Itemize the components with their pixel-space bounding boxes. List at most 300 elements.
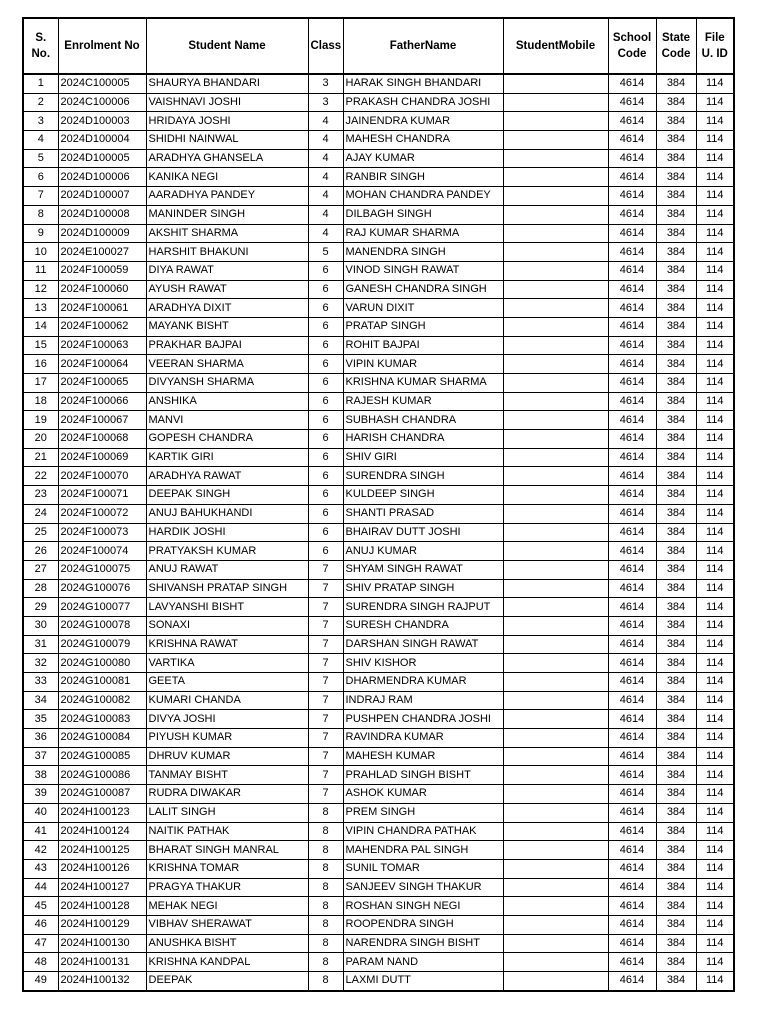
table-row: [23, 616, 734, 635]
cell-student-name: BHARAT SINGH MANRAL: [146, 841, 308, 860]
cell-student-name: HARDIK JOSHI: [146, 523, 308, 542]
cell-student-mobile: [503, 317, 608, 336]
table-row: [23, 635, 734, 654]
cell-enrolment-no: 2024F100064: [58, 355, 146, 374]
cell-state-code: 384: [656, 673, 696, 692]
cell-student-mobile: [503, 691, 608, 710]
table-row: [23, 859, 734, 878]
cell-school-code: 4614: [608, 149, 656, 168]
cell-class: 8: [308, 972, 343, 991]
cell-school-code: 4614: [608, 803, 656, 822]
cell-class: 6: [308, 523, 343, 542]
cell-state-code: 384: [656, 112, 696, 131]
cell-school-code: 4614: [608, 841, 656, 860]
cell-enrolment-no: 2024F100071: [58, 486, 146, 505]
cell-student-name: ARADHYA GHANSELA: [146, 149, 308, 168]
cell-student-mobile: [503, 579, 608, 598]
cell-file-uid: 114: [696, 523, 734, 542]
cell-school-code: 4614: [608, 972, 656, 991]
cell-file-uid: 114: [696, 785, 734, 804]
cell-student-name: SHAURYA BHANDARI: [146, 74, 308, 93]
cell-file-uid: 114: [696, 430, 734, 449]
cell-state-code: 384: [656, 691, 696, 710]
cell-father-name: PUSHPEN CHANDRA JOSHI: [343, 710, 503, 729]
cell-state-code: 384: [656, 149, 696, 168]
table-row: [23, 504, 734, 523]
cell-file-uid: 114: [696, 299, 734, 318]
cell-file-uid: 114: [696, 635, 734, 654]
cell-student-name: DHRUV KUMAR: [146, 747, 308, 766]
cell-enrolment-no: 2024D100005: [58, 149, 146, 168]
cell-sno: 26: [23, 542, 58, 561]
cell-student-name: DIVYANSH SHARMA: [146, 374, 308, 393]
cell-school-code: 4614: [608, 336, 656, 355]
cell-file-uid: 114: [696, 112, 734, 131]
cell-school-code: 4614: [608, 392, 656, 411]
cell-enrolment-no: 2024F100069: [58, 448, 146, 467]
cell-state-code: 384: [656, 729, 696, 748]
cell-file-uid: 114: [696, 934, 734, 953]
cell-father-name: INDRAJ RAM: [343, 691, 503, 710]
cell-student-name: RUDRA DIWAKAR: [146, 785, 308, 804]
cell-file-uid: 114: [696, 953, 734, 972]
table-row: [23, 841, 734, 860]
cell-father-name: KULDEEP SINGH: [343, 486, 503, 505]
cell-student-name: VEERAN SHARMA: [146, 355, 308, 374]
cell-student-name: ANSHIKA: [146, 392, 308, 411]
cell-file-uid: 114: [696, 317, 734, 336]
cell-sno: 48: [23, 953, 58, 972]
cell-sno: 1: [23, 74, 58, 93]
cell-school-code: 4614: [608, 878, 656, 897]
cell-class: 6: [308, 374, 343, 393]
cell-student-mobile: [503, 374, 608, 393]
cell-enrolment-no: 2024F100067: [58, 411, 146, 430]
table-row: [23, 336, 734, 355]
cell-father-name: PRATAP SINGH: [343, 317, 503, 336]
cell-student-name: VARTIKA: [146, 654, 308, 673]
cell-class: 4: [308, 149, 343, 168]
cell-father-name: SHIV GIRI: [343, 448, 503, 467]
cell-school-code: 4614: [608, 616, 656, 635]
cell-enrolment-no: 2024H100124: [58, 822, 146, 841]
cell-school-code: 4614: [608, 317, 656, 336]
cell-student-name: ANUJ BAHUKHANDI: [146, 504, 308, 523]
cell-student-name: DIYA RAWAT: [146, 261, 308, 280]
cell-sno: 45: [23, 897, 58, 916]
cell-student-mobile: [503, 542, 608, 561]
cell-state-code: 384: [656, 131, 696, 150]
cell-student-mobile: [503, 392, 608, 411]
cell-enrolment-no: 2024G100076: [58, 579, 146, 598]
cell-student-name: ANUSHKA BISHT: [146, 934, 308, 953]
table-row: [23, 766, 734, 785]
table-row: [23, 560, 734, 579]
cell-sno: 34: [23, 691, 58, 710]
cell-student-name: SONAXI: [146, 616, 308, 635]
cell-father-name: VARUN DIXIT: [343, 299, 503, 318]
cell-student-name: AYUSH RAWAT: [146, 280, 308, 299]
cell-school-code: 4614: [608, 486, 656, 505]
table-row: [23, 803, 734, 822]
cell-file-uid: 114: [696, 467, 734, 486]
cell-student-mobile: [503, 467, 608, 486]
cell-student-mobile: [503, 168, 608, 187]
cell-student-name: VAISHNAVI JOSHI: [146, 93, 308, 112]
cell-state-code: 384: [656, 486, 696, 505]
cell-file-uid: 114: [696, 486, 734, 505]
cell-file-uid: 114: [696, 747, 734, 766]
cell-class: 4: [308, 187, 343, 206]
cell-father-name: SURENDRA SINGH: [343, 467, 503, 486]
header-file-uid: File U. ID: [696, 18, 734, 74]
cell-enrolment-no: 2024F100062: [58, 317, 146, 336]
cell-state-code: 384: [656, 953, 696, 972]
cell-sno: 44: [23, 878, 58, 897]
cell-state-code: 384: [656, 374, 696, 393]
cell-state-code: 384: [656, 934, 696, 953]
cell-file-uid: 114: [696, 131, 734, 150]
cell-class: 6: [308, 261, 343, 280]
cell-state-code: 384: [656, 336, 696, 355]
cell-class: 7: [308, 785, 343, 804]
cell-state-code: 384: [656, 74, 696, 93]
cell-class: 6: [308, 336, 343, 355]
cell-student-mobile: [503, 710, 608, 729]
cell-file-uid: 114: [696, 841, 734, 860]
cell-school-code: 4614: [608, 299, 656, 318]
cell-father-name: HARAK SINGH BHANDARI: [343, 74, 503, 93]
cell-sno: 7: [23, 187, 58, 206]
cell-student-mobile: [503, 430, 608, 449]
cell-file-uid: 114: [696, 915, 734, 934]
table-row: [23, 785, 734, 804]
cell-student-name: TANMAY BISHT: [146, 766, 308, 785]
cell-class: 8: [308, 822, 343, 841]
cell-student-mobile: [503, 187, 608, 206]
cell-student-mobile: [503, 523, 608, 542]
cell-student-mobile: [503, 841, 608, 860]
cell-school-code: 4614: [608, 168, 656, 187]
cell-enrolment-no: 2024G100085: [58, 747, 146, 766]
cell-student-mobile: [503, 205, 608, 224]
cell-class: 7: [308, 654, 343, 673]
cell-file-uid: 114: [696, 168, 734, 187]
cell-student-mobile: [503, 785, 608, 804]
cell-father-name: DILBAGH SINGH: [343, 205, 503, 224]
cell-class: 6: [308, 542, 343, 561]
cell-father-name: GANESH CHANDRA SINGH: [343, 280, 503, 299]
cell-sno: 19: [23, 411, 58, 430]
cell-file-uid: 114: [696, 766, 734, 785]
cell-student-mobile: [503, 972, 608, 991]
cell-student-name: ANUJ RAWAT: [146, 560, 308, 579]
table-row: [23, 934, 734, 953]
cell-file-uid: 114: [696, 822, 734, 841]
table-row: [23, 729, 734, 748]
cell-enrolment-no: 2024G100087: [58, 785, 146, 804]
cell-student-name: PRAGYA THAKUR: [146, 878, 308, 897]
cell-sno: 39: [23, 785, 58, 804]
cell-sno: 18: [23, 392, 58, 411]
cell-father-name: RAJESH KUMAR: [343, 392, 503, 411]
cell-class: 7: [308, 766, 343, 785]
cell-student-name: DEEPAK: [146, 972, 308, 991]
table-row: [23, 411, 734, 430]
cell-student-name: KANIKA NEGI: [146, 168, 308, 187]
cell-file-uid: 114: [696, 374, 734, 393]
cell-student-mobile: [503, 261, 608, 280]
cell-father-name: VIPIN KUMAR: [343, 355, 503, 374]
header-state-code: State Code: [656, 18, 696, 74]
cell-class: 6: [308, 317, 343, 336]
cell-file-uid: 114: [696, 803, 734, 822]
header-school-code: School Code: [608, 18, 656, 74]
cell-school-code: 4614: [608, 542, 656, 561]
cell-school-code: 4614: [608, 635, 656, 654]
cell-student-mobile: [503, 355, 608, 374]
cell-school-code: 4614: [608, 560, 656, 579]
cell-state-code: 384: [656, 822, 696, 841]
cell-class: 6: [308, 486, 343, 505]
cell-enrolment-no: 2024F100070: [58, 467, 146, 486]
cell-school-code: 4614: [608, 374, 656, 393]
cell-sno: 24: [23, 504, 58, 523]
cell-student-name: LALIT SINGH: [146, 803, 308, 822]
cell-class: 6: [308, 430, 343, 449]
header-row: [23, 18, 734, 74]
cell-file-uid: 114: [696, 261, 734, 280]
cell-enrolment-no: 2024H100129: [58, 915, 146, 934]
table-row: [23, 74, 734, 93]
cell-class: 3: [308, 93, 343, 112]
cell-school-code: 4614: [608, 280, 656, 299]
cell-school-code: 4614: [608, 504, 656, 523]
cell-sno: 27: [23, 560, 58, 579]
cell-file-uid: 114: [696, 972, 734, 991]
cell-student-name: GOPESH CHANDRA: [146, 430, 308, 449]
table-row: [23, 467, 734, 486]
cell-student-name: HARSHIT BHAKUNI: [146, 243, 308, 262]
table-row: [23, 243, 734, 262]
cell-file-uid: 114: [696, 336, 734, 355]
cell-class: 7: [308, 747, 343, 766]
cell-student-mobile: [503, 448, 608, 467]
cell-student-name: GEETA: [146, 673, 308, 692]
cell-school-code: 4614: [608, 261, 656, 280]
cell-enrolment-no: 2024G100084: [58, 729, 146, 748]
cell-state-code: 384: [656, 542, 696, 561]
cell-father-name: AJAY KUMAR: [343, 149, 503, 168]
cell-state-code: 384: [656, 355, 696, 374]
cell-student-mobile: [503, 560, 608, 579]
cell-sno: 43: [23, 859, 58, 878]
cell-student-name: ARADHYA RAWAT: [146, 467, 308, 486]
cell-father-name: ROSHAN SINGH NEGI: [343, 897, 503, 916]
cell-school-code: 4614: [608, 822, 656, 841]
cell-sno: 33: [23, 673, 58, 692]
cell-enrolment-no: 2024H100131: [58, 953, 146, 972]
cell-student-mobile: [503, 149, 608, 168]
cell-enrolment-no: 2024D100003: [58, 112, 146, 131]
table-row: [23, 523, 734, 542]
cell-class: 3: [308, 74, 343, 93]
table-row: [23, 131, 734, 150]
cell-sno: 10: [23, 243, 58, 262]
cell-school-code: 4614: [608, 598, 656, 617]
table-row: [23, 149, 734, 168]
cell-file-uid: 114: [696, 859, 734, 878]
cell-father-name: SANJEEV SINGH THAKUR: [343, 878, 503, 897]
table-row: [23, 280, 734, 299]
cell-student-name: KUMARI CHANDA: [146, 691, 308, 710]
cell-father-name: DHARMENDRA KUMAR: [343, 673, 503, 692]
cell-enrolment-no: 2024G100086: [58, 766, 146, 785]
cell-school-code: 4614: [608, 691, 656, 710]
cell-enrolment-no: 2024H100127: [58, 878, 146, 897]
cell-school-code: 4614: [608, 355, 656, 374]
cell-state-code: 384: [656, 280, 696, 299]
cell-class: 7: [308, 691, 343, 710]
cell-state-code: 384: [656, 859, 696, 878]
cell-father-name: MAHESH CHANDRA: [343, 131, 503, 150]
cell-state-code: 384: [656, 616, 696, 635]
cell-sno: 16: [23, 355, 58, 374]
cell-class: 7: [308, 635, 343, 654]
cell-school-code: 4614: [608, 205, 656, 224]
cell-student-mobile: [503, 635, 608, 654]
table-row: [23, 878, 734, 897]
table-row: [23, 299, 734, 318]
cell-state-code: 384: [656, 261, 696, 280]
cell-class: 8: [308, 897, 343, 916]
cell-state-code: 384: [656, 579, 696, 598]
cell-file-uid: 114: [696, 392, 734, 411]
cell-father-name: MAHESH KUMAR: [343, 747, 503, 766]
cell-student-name: PRATYAKSH KUMAR: [146, 542, 308, 561]
cell-school-code: 4614: [608, 430, 656, 449]
cell-class: 6: [308, 411, 343, 430]
cell-class: 6: [308, 299, 343, 318]
cell-enrolment-no: 2024G100080: [58, 654, 146, 673]
cell-sno: 2: [23, 93, 58, 112]
cell-enrolment-no: 2024G100083: [58, 710, 146, 729]
cell-student-mobile: [503, 598, 608, 617]
cell-father-name: PREM SINGH: [343, 803, 503, 822]
table-row: [23, 205, 734, 224]
cell-class: 5: [308, 243, 343, 262]
cell-state-code: 384: [656, 523, 696, 542]
cell-state-code: 384: [656, 243, 696, 262]
cell-class: 8: [308, 859, 343, 878]
cell-sno: 21: [23, 448, 58, 467]
cell-student-mobile: [503, 336, 608, 355]
cell-student-mobile: [503, 299, 608, 318]
table-row: [23, 430, 734, 449]
cell-enrolment-no: 2024F100060: [58, 280, 146, 299]
cell-father-name: PRAKASH CHANDRA JOSHI: [343, 93, 503, 112]
cell-sno: 30: [23, 616, 58, 635]
cell-school-code: 4614: [608, 747, 656, 766]
cell-enrolment-no: 2024G100081: [58, 673, 146, 692]
cell-student-mobile: [503, 729, 608, 748]
cell-student-name: NAITIK PATHAK: [146, 822, 308, 841]
cell-father-name: SHANTI PRASAD: [343, 504, 503, 523]
cell-sno: 40: [23, 803, 58, 822]
cell-class: 6: [308, 448, 343, 467]
cell-class: 7: [308, 560, 343, 579]
cell-file-uid: 114: [696, 542, 734, 561]
cell-enrolment-no: 2024D100006: [58, 168, 146, 187]
cell-father-name: VIPIN CHANDRA PATHAK: [343, 822, 503, 841]
cell-enrolment-no: 2024H100132: [58, 972, 146, 991]
cell-file-uid: 114: [696, 205, 734, 224]
cell-sno: 42: [23, 841, 58, 860]
student-table: [22, 17, 735, 992]
cell-student-name: DEEPAK SINGH: [146, 486, 308, 505]
cell-class: 6: [308, 280, 343, 299]
cell-enrolment-no: 2024G100075: [58, 560, 146, 579]
header-father-name: FatherName: [343, 18, 503, 74]
cell-school-code: 4614: [608, 673, 656, 692]
cell-student-name: KARTIK GIRI: [146, 448, 308, 467]
cell-student-mobile: [503, 878, 608, 897]
cell-state-code: 384: [656, 448, 696, 467]
table-row: [23, 822, 734, 841]
cell-father-name: MANENDRA SINGH: [343, 243, 503, 262]
cell-school-code: 4614: [608, 224, 656, 243]
table-row: [23, 579, 734, 598]
cell-file-uid: 114: [696, 897, 734, 916]
cell-father-name: MAHENDRA PAL SINGH: [343, 841, 503, 860]
cell-file-uid: 114: [696, 710, 734, 729]
cell-father-name: JAINENDRA KUMAR: [343, 112, 503, 131]
cell-class: 8: [308, 803, 343, 822]
cell-class: 4: [308, 112, 343, 131]
table-row: [23, 654, 734, 673]
cell-father-name: RAJ KUMAR SHARMA: [343, 224, 503, 243]
cell-student-mobile: [503, 243, 608, 262]
cell-state-code: 384: [656, 504, 696, 523]
cell-sno: 31: [23, 635, 58, 654]
cell-father-name: ASHOK KUMAR: [343, 785, 503, 804]
cell-class: 8: [308, 878, 343, 897]
cell-school-code: 4614: [608, 187, 656, 206]
cell-sno: 37: [23, 747, 58, 766]
cell-enrolment-no: 2024F100072: [58, 504, 146, 523]
cell-file-uid: 114: [696, 224, 734, 243]
cell-enrolment-no: 2024F100068: [58, 430, 146, 449]
cell-school-code: 4614: [608, 74, 656, 93]
cell-school-code: 4614: [608, 897, 656, 916]
table-row: [23, 392, 734, 411]
cell-school-code: 4614: [608, 654, 656, 673]
cell-enrolment-no: 2024G100082: [58, 691, 146, 710]
cell-class: 6: [308, 355, 343, 374]
cell-father-name: ROHIT BAJPAI: [343, 336, 503, 355]
cell-file-uid: 114: [696, 673, 734, 692]
cell-father-name: RAVINDRA KUMAR: [343, 729, 503, 748]
cell-sno: 41: [23, 822, 58, 841]
cell-sno: 12: [23, 280, 58, 299]
cell-class: 7: [308, 729, 343, 748]
cell-enrolment-no: 2024C100005: [58, 74, 146, 93]
cell-sno: 11: [23, 261, 58, 280]
cell-student-name: HRIDAYA JOSHI: [146, 112, 308, 131]
cell-state-code: 384: [656, 972, 696, 991]
cell-student-mobile: [503, 953, 608, 972]
cell-state-code: 384: [656, 710, 696, 729]
